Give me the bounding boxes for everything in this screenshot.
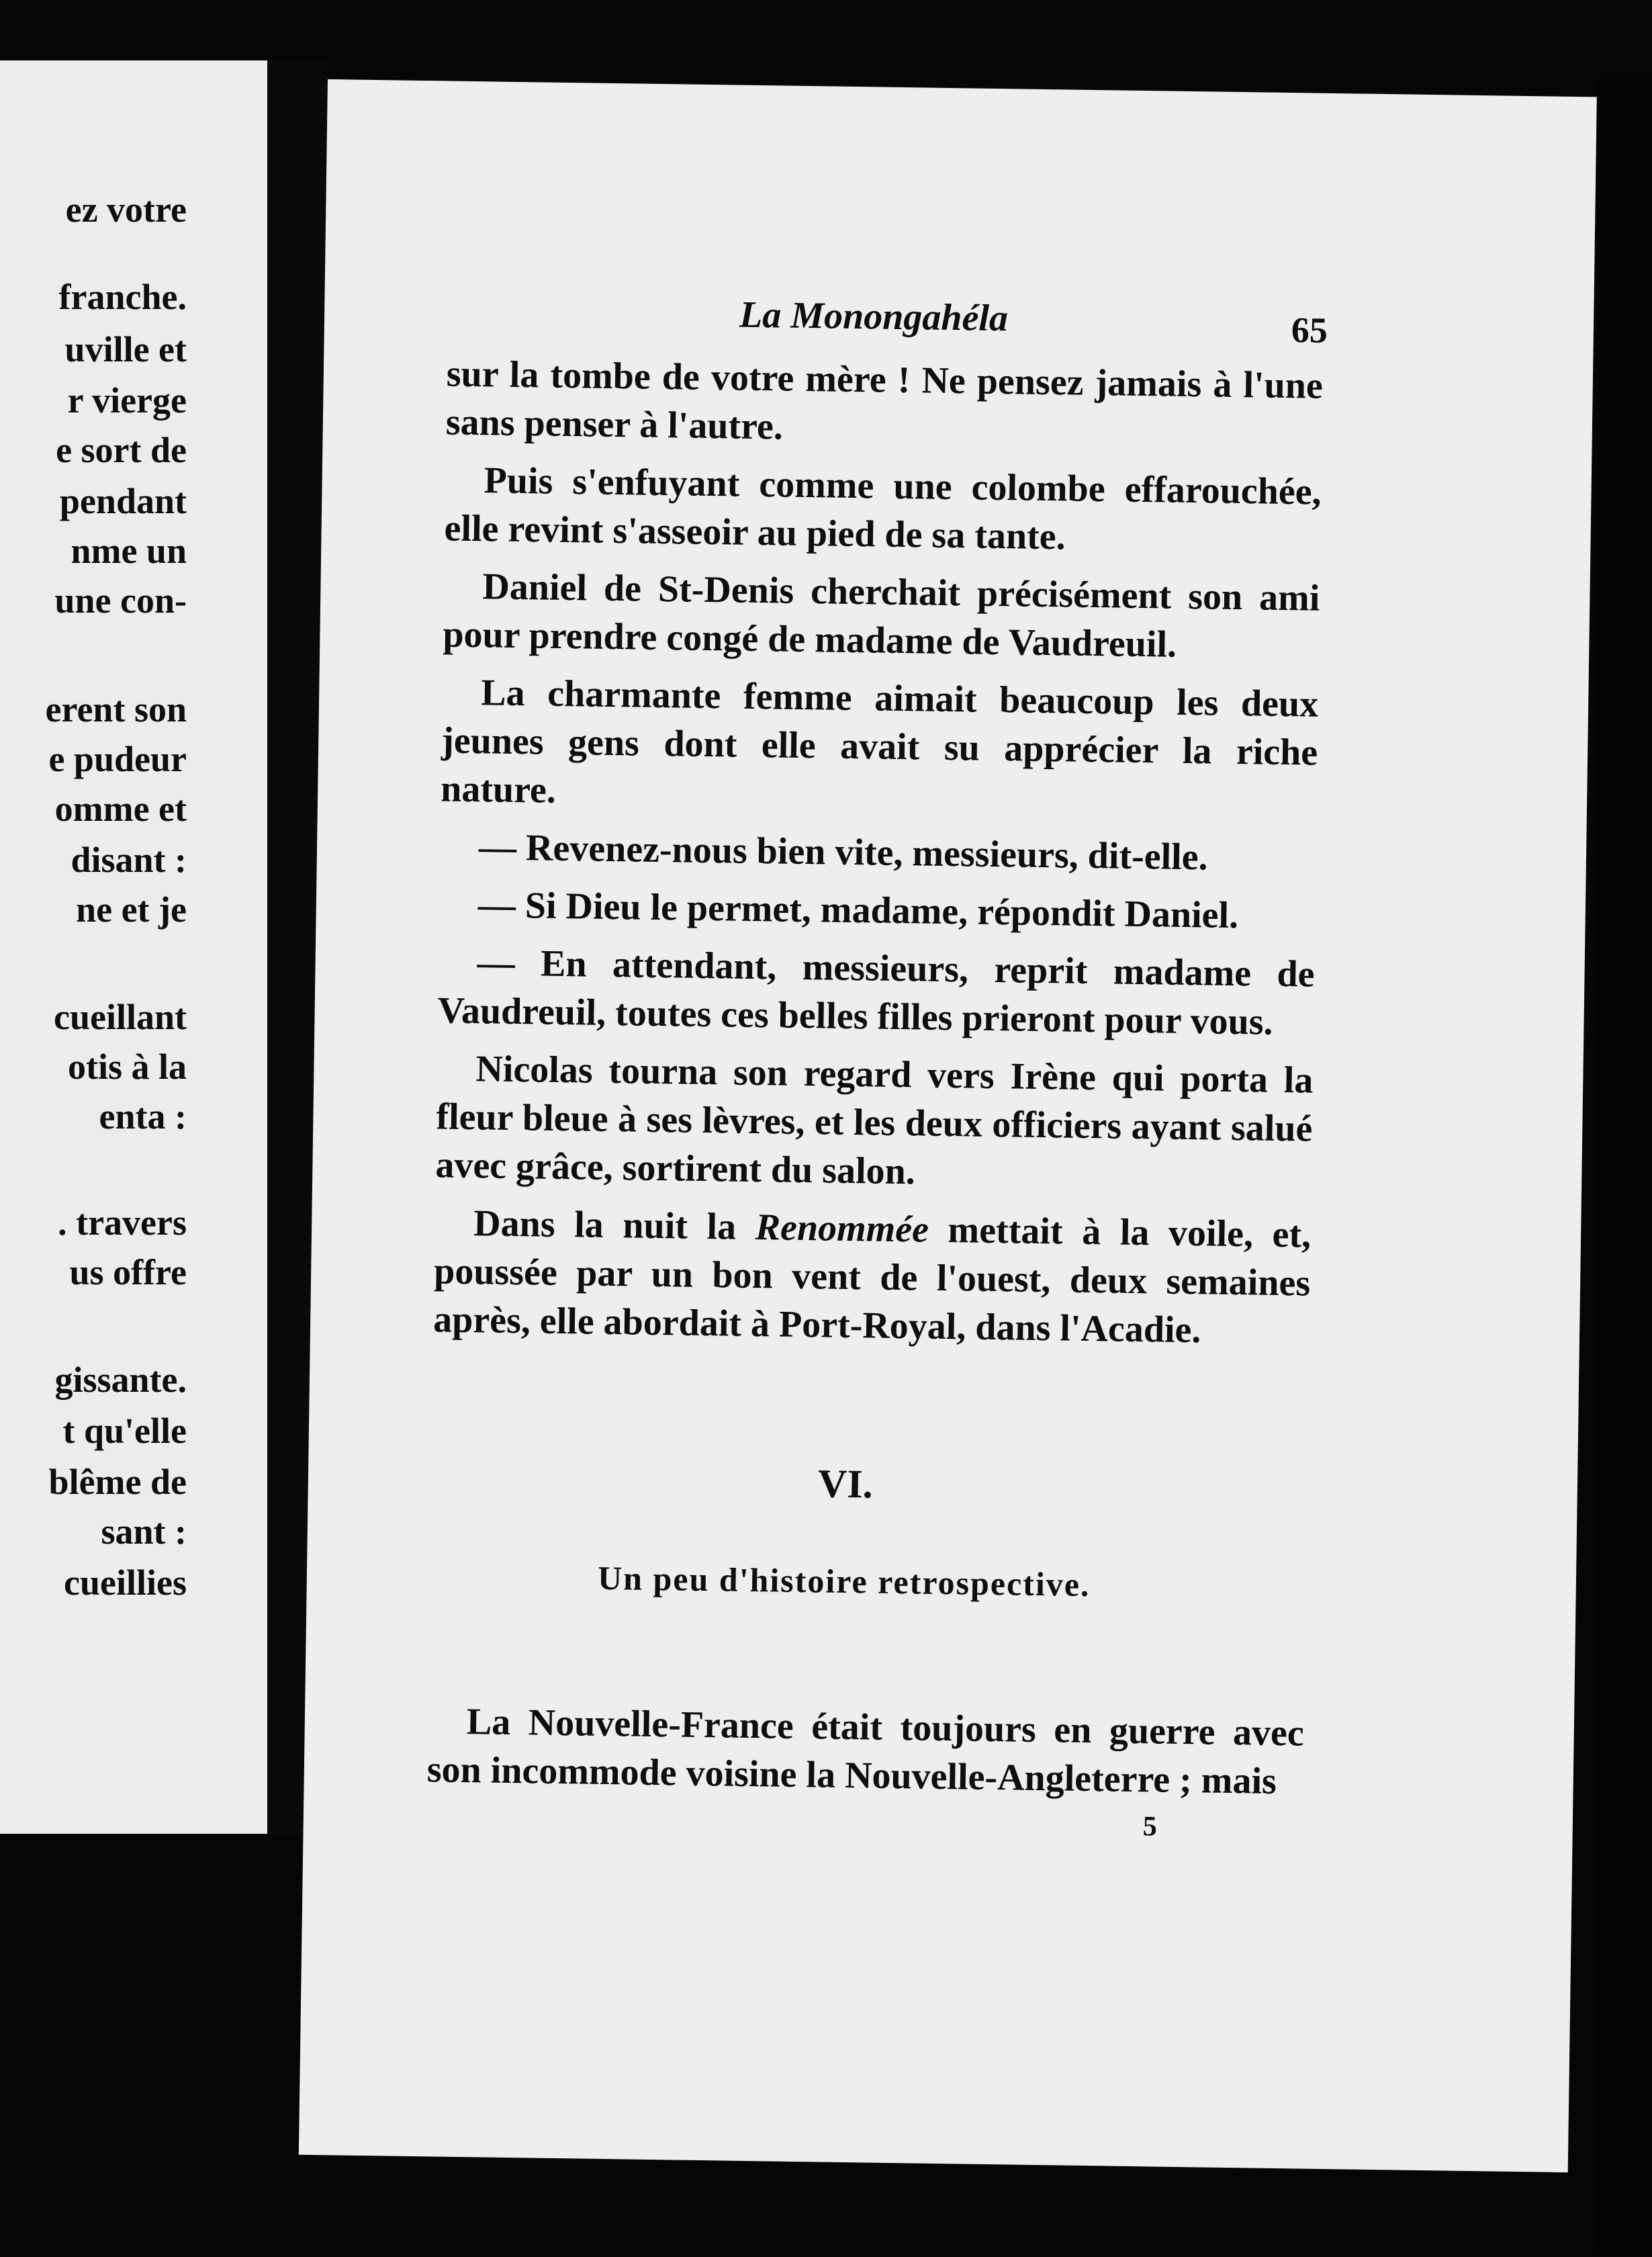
page-edge: [1597, 79, 1652, 2256]
facing-page-line: e sort de: [56, 430, 187, 470]
facing-page-line: disant :: [71, 840, 187, 880]
facing-page-line: r vierge: [67, 380, 187, 421]
facing-page-line: . travers: [58, 1202, 187, 1243]
facing-page-line: franche.: [58, 277, 187, 317]
chapter-title: Un peu d'histoire retrospective.: [597, 1558, 1091, 1604]
facing-page-line: us offre: [69, 1252, 187, 1292]
facing-page-line: pendant: [59, 481, 187, 521]
facing-page-line: erent son: [45, 689, 187, 729]
facing-page-line: ez votre: [65, 189, 187, 230]
paragraph: Daniel de St-Denis cherchait précisément son ami pour prendre congé de madame de Vaudreuil.: [443, 566, 1320, 666]
facing-page-line: cueillant: [54, 997, 187, 1037]
paragraph: [433, 1198, 1312, 1356]
facing-page-line: sant :: [101, 1511, 187, 1552]
facing-page-line: nme un: [71, 531, 187, 571]
facing-page-line: gissante.: [54, 1360, 187, 1400]
book-page: [299, 79, 1597, 2172]
paragraph: Puis s'enfuyant comme une colombe effarouchée, elle revint s'asseoir au pied de sa tante.: [444, 459, 1322, 558]
facing-page-line: cueillies: [64, 1562, 187, 1603]
paragraph-text: mettait à la voile, et, poussée par un bon vent de l'ouest, deux semaines après, elle abordait à Port-Royal, dans l'Acadie.: [432, 1208, 1312, 1352]
facing-page-line: t qu'elle: [62, 1411, 187, 1451]
facing-page-line: une con-: [54, 580, 187, 621]
page-body: [433, 350, 1324, 1366]
facing-page-line: omme et: [54, 789, 187, 829]
facing-page-line: enta :: [99, 1096, 187, 1137]
facing-page-line: ne et je: [76, 889, 187, 930]
ship-name: Renommée: [755, 1206, 929, 1251]
paragraph-text: Dans la nuit la: [473, 1202, 756, 1249]
facing-page-left: [0, 60, 267, 1834]
paragraph: sur la tombe de votre mère ! Ne pensez jamais à l'une sans penser à l'autre.: [445, 353, 1324, 448]
paragraph: La Nouvelle-France était toujours en guerre avec son incommode voisine la Nouvelle-Angleterre ; mais: [426, 1701, 1305, 1802]
dialogue-line: — En attendant, messieurs, reprit madame de Vaudreuil, toutes ces belles filles prieront pour vous.: [437, 942, 1315, 1043]
running-title: La Monongahéla: [739, 294, 1009, 340]
facing-page-line: e pudeur: [48, 739, 187, 779]
paragraph: Nicolas tourna son regard vers Irène qui porta la fleur bleue à ses lèvres, et les deux officiers ayant salué avec grâce, sortirent du salon.: [435, 1048, 1314, 1193]
paragraph: La charmante femme aimait beaucoup les deux jeunes gens dont elle avait su apprécier la riche nature.: [440, 672, 1319, 811]
chapter-number: VI.: [817, 1461, 874, 1507]
facing-page-line: blême de: [48, 1462, 187, 1502]
chapter-body: [426, 1697, 1304, 1806]
dialogue-line: — Revenez-nous bien vite, messieurs, dit-elle.: [478, 826, 1209, 879]
dialogue-line: — Si Dieu le permet, madame, répondit Daniel.: [477, 884, 1239, 937]
facing-page-line: otis à la: [67, 1047, 187, 1087]
signature-mark: 5: [1142, 1811, 1158, 1843]
facing-page-line: uville et: [64, 329, 187, 369]
page-number: 65: [1291, 310, 1328, 351]
